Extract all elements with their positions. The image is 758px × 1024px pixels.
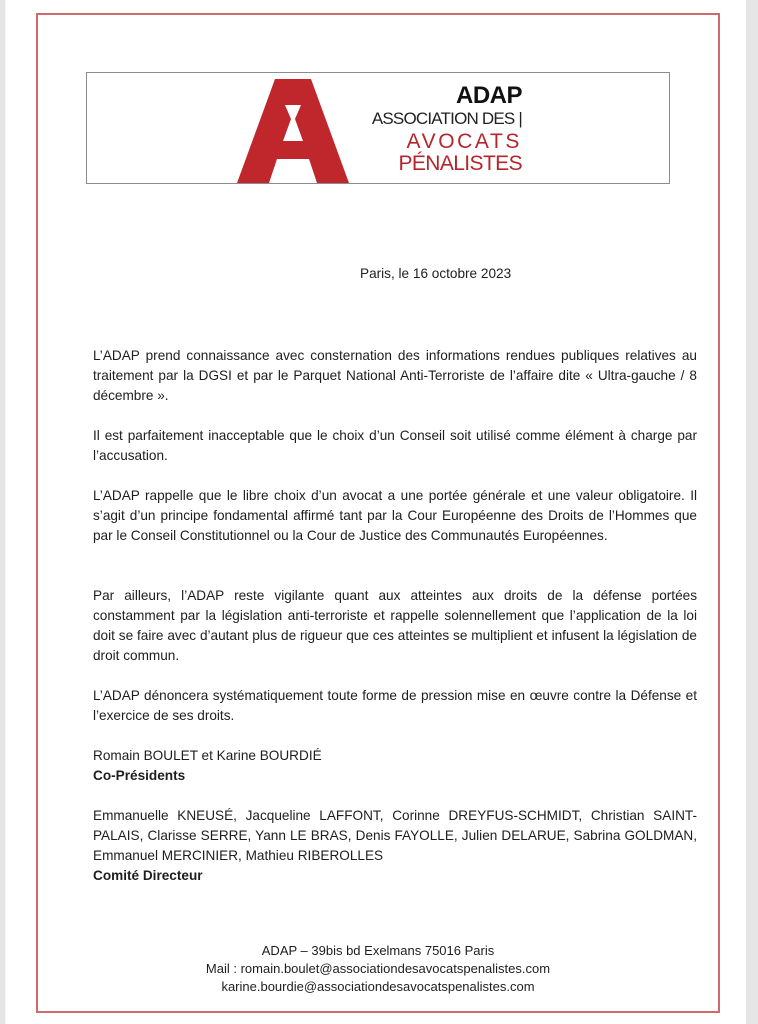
viewer-scrollbar-track[interactable] xyxy=(746,0,758,1024)
committee-title: Comité Directeur xyxy=(93,868,203,883)
document-page xyxy=(6,0,746,1024)
paragraph-2: Il est parfaitement inacceptable que le choix d’un Conseil soit utilisé comme élément à charge par l’accusation. xyxy=(93,428,697,463)
paragraph-5: L’ADAP dénoncera systématiquement toute forme de pression mise en œuvre contre la Défense et l’exercice de ses droits. xyxy=(93,688,697,723)
logo-line-penalistes: PÉNALISTES xyxy=(398,152,522,175)
co-presidents-names: Romain BOULET et Karine BOURDIÉ xyxy=(93,748,322,763)
logo-acronym: ADAP xyxy=(455,82,522,109)
letterhead-logo xyxy=(86,72,670,184)
paragraph-1: L’ADAP prend connaissance avec consternation des informations rendues publiques relatives au traitement par la DGSI et par le Parquet National Anti-Terroriste de l’affaire dite « Ultra-gauche / 8 décembre ». xyxy=(93,348,697,403)
viewer-left-margin xyxy=(0,0,5,1024)
committee-names: Emmanuelle KNEUSÉ, Jacqueline LAFFONT, Corinne DREYFUS-SCHMIDT, Christian SAINT-PALAIS, Clarisse SERRE, Yann LE BRAS, Denis FAYOLLE, Julien DELARUE, Sabrina GOLDMAN, Emmanuel MERCINIER, Mathieu RIBEROLLES xyxy=(93,808,697,863)
paragraph-4: Par ailleurs, l’ADAP reste vigilante quant aux atteintes aux droits de la défense portées constamment par la législation anti-terroriste et rappelle solennellement que l’application de la loi doit se faire avec d’autant plus de rigueur que ces atteintes se multiplient et infusent la législation de droit commun. xyxy=(93,588,697,663)
co-presidents-title: Co-Présidents xyxy=(93,768,186,783)
footer-address: ADAP – 39bis bd Exelmans 75016 Paris xyxy=(261,943,495,958)
logo-wordmark xyxy=(352,83,522,175)
co-presidents-block xyxy=(93,746,697,786)
committee-block xyxy=(93,806,697,886)
letter-footer xyxy=(36,942,720,996)
paragraph-3: L’ADAP rappelle que le libre choix d’un avocat a une portée générale et une valeur obligatoire. Il s’agit d’un principe fondamental affirmé tant par la Cour Européenne des Droits de l’Hommes que par le Conseil Constitutionnel ou la Cour de Justice des Communautés Européennes. xyxy=(93,488,697,543)
footer-mail-2[interactable]: karine.bourdie@associationdesavocatspenalistes.com xyxy=(221,979,535,994)
logo-line-avocats: AVOCATS xyxy=(406,130,522,153)
adap-a-logo-icon xyxy=(237,79,349,183)
footer-mail-1[interactable]: Mail : romain.boulet@associationdesavocatspenalistes.com xyxy=(205,961,551,976)
letter-date: Paris, le 16 octobre 2023 xyxy=(360,266,512,281)
logo-line-association: ASSOCIATION DES | xyxy=(371,109,522,128)
